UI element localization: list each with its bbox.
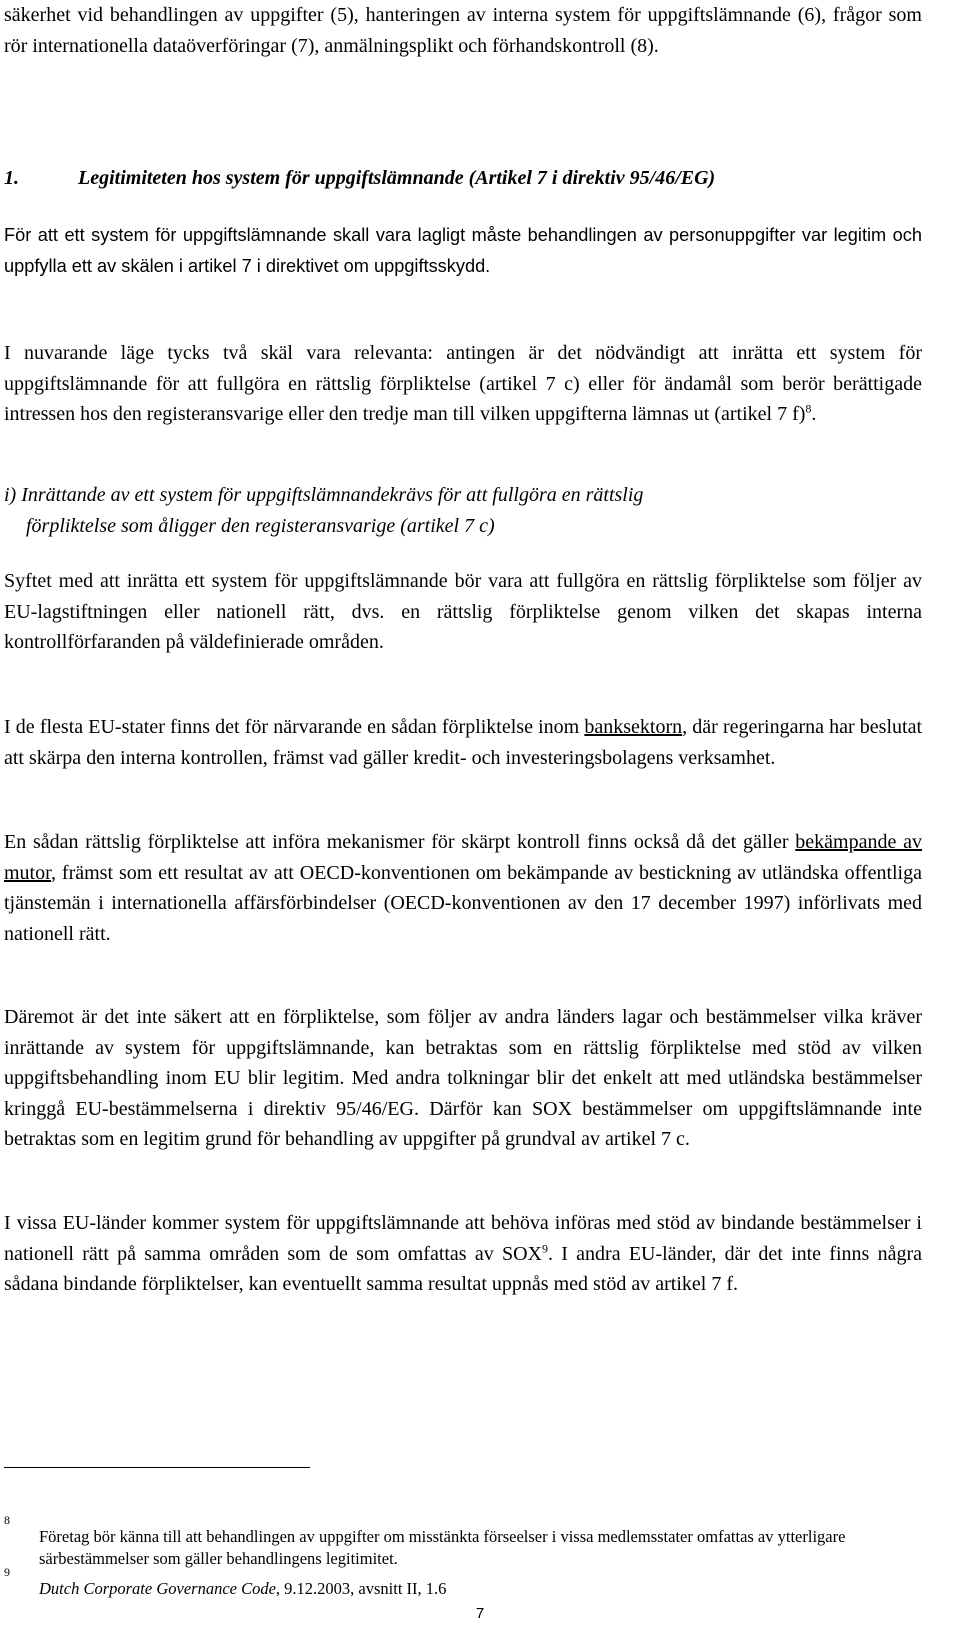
paragraph-anti-bribery-start: En sådan rättslig förpliktelse att införa mekanismer för skärpt kontroll finns också då det gäller xyxy=(4,831,796,853)
footnote-8-text: Företag bör känna till att behandlingen av uppgifter om misstänkta förseelser i vissa medlemsstater omfattas av ytterligare särbestämmelser som gäller behandlingens legitimitet. xyxy=(39,1527,846,1568)
footnote-9-text xyxy=(4,1578,922,1600)
paragraph-bank-sector xyxy=(4,712,922,773)
subsection-heading-line2: förpliktelse som åligger den registeransvarige (artikel 7 c) xyxy=(26,514,495,537)
footnote-ref-8[interactable]: 8 xyxy=(805,401,812,416)
footnote-9-title: Dutch Corporate Governance Code xyxy=(39,1579,276,1598)
section-number: 1. xyxy=(4,167,19,189)
footnote-separator xyxy=(4,1467,310,1468)
paragraph-anti-bribery xyxy=(4,827,922,949)
paragraph-two-reasons-end: . xyxy=(811,403,817,426)
paragraph-bank-sector-start: I de flesta EU-stater finns det för närvarande en sådan förpliktelse inom xyxy=(4,716,585,738)
anti-bribery-link[interactable]: bekämpande av mutor xyxy=(4,831,922,884)
paragraph-eu-countries-end: . I andra EU-länder, där det inte finns några sådana bindande förpliktelser, kan eventuellt samma resultat uppnås med stöd av artikel 7 f. xyxy=(4,1242,922,1296)
paragraph-two-reasons xyxy=(4,338,922,430)
paragraph-eu-countries xyxy=(4,1208,922,1300)
intro-paragraph: säkerhet vid behandlingen av uppgifter (5), hanteringen av interna system för uppgiftslämnande (6), frågor som rör internationella dataöverföringar (7), anmälningsplikt och förhandskontroll (8). xyxy=(4,4,922,57)
footnote-ref-9[interactable]: 9 xyxy=(542,1240,548,1255)
section-title: Legitimiteten hos system för uppgiftslämnande (Artikel 7 i direktiv 95/46/EG) xyxy=(78,167,716,189)
paragraph-eu-countries-start: I vissa EU-länder kommer system för uppgiftslämnande att behöva införas med stöd av bindande bestämmelser i nationell rätt på samma områden som de som omfattas av SOX xyxy=(4,1212,922,1265)
footnote-9 xyxy=(4,1565,922,1600)
paragraph-foreign-law: Däremot är det inte säkert att en förpliktelse, som följer av andra länders lagar och bestämmelser vilka kräver inrättande av system för uppgiftslämnande, kan betraktas som en rättslig förpliktelse med stöd av vilken uppgiftsbehandling inom EU blir legitim. Med andra tolkningar blir det enkelt att med utländska bestämmelser kringgå EU-bestämmelserna i direktiv 95/46/EG. Därför kan SOX bestämmelser om uppgiftslämnande inte betraktas som en legitim grund för behandling av uppgifter på grundval av artikel 7 c. xyxy=(4,1006,922,1151)
section-heading xyxy=(4,163,922,193)
page-number: 7 xyxy=(475,1605,485,1622)
bank-sector-link[interactable]: banksektorn xyxy=(584,716,683,738)
subsection-heading xyxy=(4,480,922,541)
paragraph-legitimacy: För att ett system för uppgiftslämnande skall vara lagligt måste behandlingen av personuppgifter var legitim och uppfylla ett av skälen i artikel 7 i direktivet om uppgiftsskydd. xyxy=(4,225,922,276)
paragraph-purpose: Syftet med att inrätta ett system för uppgiftslämnande bör vara att fullgöra en rättslig förpliktelse som följer av EU-lagstiftningen eller nationell rätt, dvs. en rättslig förpliktelse genom vilken det skapas interna kontrollförfaranden på väldefinierade områden. xyxy=(4,570,922,654)
footnote-9-number: 9 xyxy=(4,1565,10,1579)
paragraph-anti-bribery-end: , främst som ett resultat av att OECD-konventionen om bekämpande av bestickning av utländska offentliga tjänstemän i internationella affärsförbindelser (OECD-konventionen av den 17 december 1997) införlivats med nationell rätt. xyxy=(4,861,922,945)
footnote-9-rest: , 9.12.2003, avsnitt II, 1.6 xyxy=(275,1579,447,1598)
paragraph-bank-sector-end: , där regeringarna har beslutat att skärpa den interna kontrollen, främst vad gäller kredit- och investeringsbolagens verksamhet. xyxy=(4,716,923,769)
footnote-8-number: 8 xyxy=(4,1513,10,1527)
subsection-heading-line1: i) Inrättande av ett system för uppgiftslämnandekrävs för att fullgöra en rättslig xyxy=(4,484,644,506)
paragraph-two-reasons-text: I nuvarande läge tycks två skäl vara relevanta: antingen är det nödvändigt att inrätta ett system för uppgiftslämnande för att fullgöra en rättslig förpliktelse (artikel 7 c) eller för ändamål som berör berättigade intressen hos den registeransvarige eller den tredje man till vilken uppgifterna lämnas ut (artikel 7 f) xyxy=(4,342,922,426)
footnote-8 xyxy=(4,1513,922,1569)
